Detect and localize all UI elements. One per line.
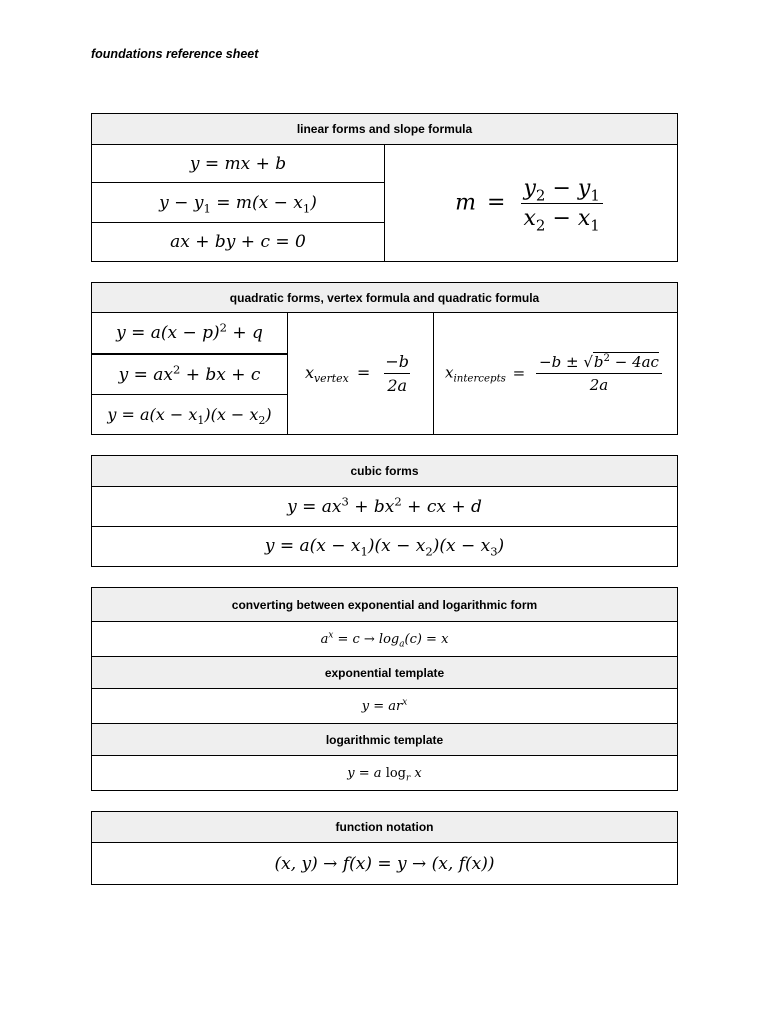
function-notation-section xyxy=(91,811,678,885)
cubic-standard-form: $y = ax^3 + bx^2$ + cx + d xyxy=(92,487,677,527)
slope-formula: m = $\frac{y_2 - y_1}{x_2 - x_1}$ xyxy=(385,145,677,261)
cubic-forms-header: cubic forms xyxy=(92,456,677,487)
exp-log-conversion-header: converting between exponential and logarithmic form xyxy=(92,588,677,622)
quadratic-factored-form: $y = a(x - x_1)(x - x_2)$ xyxy=(107,405,272,428)
slope-intercept-form: y = mx + b xyxy=(92,145,384,183)
page-title: foundations reference sheet xyxy=(91,47,259,61)
cubic-forms-section xyxy=(91,455,678,567)
logarithmic-template-header: logarithmic template xyxy=(92,724,677,756)
linear-forms-header: linear forms and slope formula xyxy=(92,114,677,145)
exp-log-section xyxy=(91,587,678,791)
function-notation-header: function notation xyxy=(92,812,677,843)
point-slope-form: $y - y_1 = m(x - x_1)$ xyxy=(92,183,384,223)
exponential-template-header: exponential template xyxy=(92,657,677,689)
function-notation: (x, y) → f(x) = y → (x, f(x)) xyxy=(274,853,495,874)
quadratic-standard-form: $y = ax^2$ + bx + c xyxy=(92,355,287,395)
cubic-factored-form: $y = a(x - x_1)(x - x_2)(x - x_3)$ xyxy=(264,536,505,559)
exp-log-conversion: $a^x = c \to \log_a(c) = x$ xyxy=(92,622,677,657)
standard-linear-form: ax + by + c = 0 xyxy=(170,232,306,252)
exponential-template: $y = ar^x$ xyxy=(92,689,677,724)
quadratic-forms-header: quadratic forms, vertex formula and quadratic formula xyxy=(92,283,677,313)
quadratic-formula: $x_{intercepts}$ = $\frac{-b \pm √b^2 - 4ac}{2a}$ xyxy=(434,313,677,434)
logarithmic-template: y = a $\log_r x$ xyxy=(347,765,422,784)
linear-forms-section xyxy=(91,113,678,262)
vertex-formula: $x_{vertex}$ = $\frac{-b}{2a}$ xyxy=(288,313,434,434)
quadratic-forms-section xyxy=(91,282,678,435)
vertex-form: $y = a(x - p)^2 + q$ xyxy=(92,313,287,355)
